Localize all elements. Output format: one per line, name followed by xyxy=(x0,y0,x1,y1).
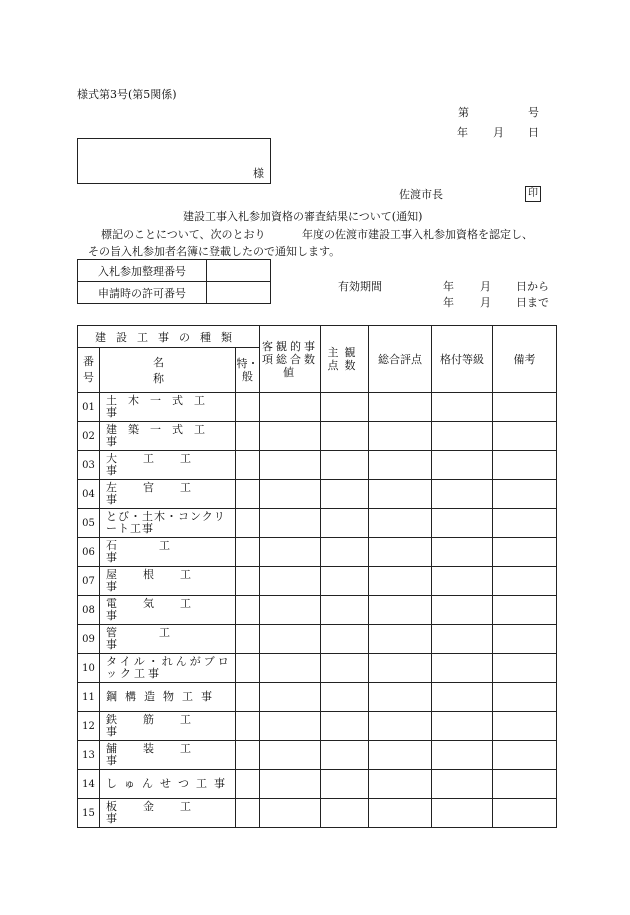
row-objective[interactable] xyxy=(260,799,321,828)
row-number: 10 xyxy=(78,654,100,683)
row-remarks[interactable] xyxy=(493,712,557,741)
row-number: 08 xyxy=(78,596,100,625)
row-name: 管工事 xyxy=(100,625,236,654)
validity-to-year: 年 xyxy=(443,296,454,309)
row-grade[interactable] xyxy=(432,538,493,567)
row-total[interactable] xyxy=(369,538,432,567)
row-subjective[interactable] xyxy=(321,422,369,451)
row-special[interactable] xyxy=(236,596,260,625)
row-name: 板金工事 xyxy=(100,799,236,828)
row-name: しゅんせつ工事 xyxy=(100,770,236,799)
row-number: 15 xyxy=(78,799,100,828)
row-total[interactable] xyxy=(369,712,432,741)
row-objective[interactable] xyxy=(260,712,321,741)
row-total[interactable] xyxy=(369,625,432,654)
row-total[interactable] xyxy=(369,741,432,770)
row-name: 石工事 xyxy=(100,538,236,567)
row-objective[interactable] xyxy=(260,480,321,509)
row-total[interactable] xyxy=(369,451,432,480)
row-objective[interactable] xyxy=(260,741,321,770)
header-grade: 格付等級 xyxy=(432,326,493,393)
row-subjective[interactable] xyxy=(321,509,369,538)
row-remarks[interactable] xyxy=(493,741,557,770)
row-special[interactable] xyxy=(236,683,260,712)
number-suffix: 号 xyxy=(528,106,539,119)
body-line1-a: 標記のことについて、次のとおり xyxy=(101,228,266,241)
date-month: 月 xyxy=(493,126,504,139)
row-remarks[interactable] xyxy=(493,538,557,567)
row-total[interactable] xyxy=(369,654,432,683)
row-number: 02 xyxy=(78,422,100,451)
row-grade[interactable] xyxy=(432,741,493,770)
row-name: とび・土木・コンクリート工事 xyxy=(100,509,236,538)
form-id: 様式第3号(第5関係) xyxy=(77,88,177,101)
row-objective[interactable] xyxy=(260,596,321,625)
row-remarks[interactable] xyxy=(493,770,557,799)
row-special[interactable] xyxy=(236,538,260,567)
row-objective[interactable] xyxy=(260,422,321,451)
row-objective[interactable] xyxy=(260,393,321,422)
header-objective: 客観的事項総合数値 xyxy=(260,326,321,393)
row-remarks[interactable] xyxy=(493,683,557,712)
addressee-box[interactable] xyxy=(77,138,271,184)
row-remarks[interactable] xyxy=(493,596,557,625)
row-name: 鉄筋工事 xyxy=(100,712,236,741)
validity-from-year: 年 xyxy=(443,280,454,293)
row-number: 01 xyxy=(78,393,100,422)
validity-from-month: 月 xyxy=(480,280,491,293)
addressee-suffix: 様 xyxy=(253,167,264,180)
header-remarks: 備考 xyxy=(493,326,557,393)
row-special[interactable] xyxy=(236,741,260,770)
row-subjective[interactable] xyxy=(321,480,369,509)
row-special[interactable] xyxy=(236,567,260,596)
row-grade[interactable] xyxy=(432,625,493,654)
row-name: 屋根工事 xyxy=(100,567,236,596)
row-total[interactable] xyxy=(369,393,432,422)
header-subjective: 主観点数 xyxy=(321,326,369,393)
row-name: 建築一式工事 xyxy=(100,422,236,451)
row-objective[interactable] xyxy=(260,538,321,567)
row-remarks[interactable] xyxy=(493,567,557,596)
row-grade[interactable] xyxy=(432,509,493,538)
row-name: 鋼構造物工事 xyxy=(100,683,236,712)
row-name: タイル・れんがブロック工事 xyxy=(100,654,236,683)
row-number: 09 xyxy=(78,625,100,654)
row-subjective[interactable] xyxy=(321,538,369,567)
row-name: 舗装工事 xyxy=(100,741,236,770)
row-special[interactable] xyxy=(236,480,260,509)
row-number: 05 xyxy=(78,509,100,538)
row-number: 03 xyxy=(78,451,100,480)
header-number: 番号 xyxy=(78,348,100,393)
row-grade[interactable] xyxy=(432,451,493,480)
row-total[interactable] xyxy=(369,567,432,596)
row-objective[interactable] xyxy=(260,625,321,654)
row-objective[interactable] xyxy=(260,509,321,538)
permit-number-value[interactable] xyxy=(207,282,271,304)
validity-label: 有効期間 xyxy=(338,280,382,293)
validity-to-month: 月 xyxy=(480,296,491,309)
row-objective[interactable] xyxy=(260,451,321,480)
row-subjective[interactable] xyxy=(321,567,369,596)
body-line2: その旨入札参加者名簿に登載したので通知します。 xyxy=(88,245,341,258)
row-special[interactable] xyxy=(236,799,260,828)
row-grade[interactable] xyxy=(432,654,493,683)
body-line1-b: 年度の佐渡市建設工事入札参加資格を認定し、 xyxy=(302,228,533,241)
row-subjective[interactable] xyxy=(321,654,369,683)
row-special[interactable] xyxy=(236,509,260,538)
row-objective[interactable] xyxy=(260,683,321,712)
row-remarks[interactable] xyxy=(493,509,557,538)
row-grade[interactable] xyxy=(432,712,493,741)
row-grade[interactable] xyxy=(432,799,493,828)
row-special[interactable] xyxy=(236,393,260,422)
header-construction-types: 建設工事の種類 xyxy=(78,326,260,348)
row-number: 13 xyxy=(78,741,100,770)
row-special[interactable] xyxy=(236,625,260,654)
row-grade[interactable] xyxy=(432,596,493,625)
row-subjective[interactable] xyxy=(321,712,369,741)
row-grade[interactable] xyxy=(432,567,493,596)
row-subjective[interactable] xyxy=(321,741,369,770)
row-total[interactable] xyxy=(369,509,432,538)
header-name: 名称 xyxy=(100,348,236,393)
row-number: 11 xyxy=(78,683,100,712)
row-number: 12 xyxy=(78,712,100,741)
row-grade[interactable] xyxy=(432,393,493,422)
row-total[interactable] xyxy=(369,596,432,625)
row-number: 14 xyxy=(78,770,100,799)
row-special[interactable] xyxy=(236,422,260,451)
row-remarks[interactable] xyxy=(493,422,557,451)
row-special[interactable] xyxy=(236,770,260,799)
row-subjective[interactable] xyxy=(321,393,369,422)
row-remarks[interactable] xyxy=(493,451,557,480)
row-subjective[interactable] xyxy=(321,451,369,480)
row-special[interactable] xyxy=(236,451,260,480)
registration-number-label: 入札参加整理番号 xyxy=(78,260,207,282)
row-subjective[interactable] xyxy=(321,596,369,625)
row-total[interactable] xyxy=(369,422,432,451)
row-grade[interactable] xyxy=(432,480,493,509)
registration-number-value[interactable] xyxy=(207,260,271,282)
row-total[interactable] xyxy=(369,799,432,828)
header-total: 総合評点 xyxy=(369,326,432,393)
validity-to-suffix: 日まで xyxy=(516,296,549,309)
row-number: 04 xyxy=(78,480,100,509)
row-special[interactable] xyxy=(236,654,260,683)
header-special: 特・般 xyxy=(236,348,260,393)
seal-stamp: 印 xyxy=(525,186,541,202)
row-number: 06 xyxy=(78,538,100,567)
row-grade[interactable] xyxy=(432,770,493,799)
document-title: 建設工事入札参加資格の審査結果について(通知) xyxy=(183,210,423,223)
registration-table xyxy=(77,259,271,304)
row-objective[interactable] xyxy=(260,567,321,596)
date-day: 日 xyxy=(528,126,539,139)
permit-number-label: 申請時の許可番号 xyxy=(78,282,207,304)
row-remarks[interactable] xyxy=(493,799,557,828)
row-total[interactable] xyxy=(369,480,432,509)
row-total[interactable] xyxy=(369,683,432,712)
validity-from-suffix: 日から xyxy=(516,280,549,293)
row-grade[interactable] xyxy=(432,683,493,712)
row-grade[interactable] xyxy=(432,422,493,451)
row-special[interactable] xyxy=(236,712,260,741)
row-subjective[interactable] xyxy=(321,799,369,828)
row-subjective[interactable] xyxy=(321,683,369,712)
row-subjective[interactable] xyxy=(321,625,369,654)
date-year: 年 xyxy=(457,126,468,139)
row-name: 左官工事 xyxy=(100,480,236,509)
row-subjective[interactable] xyxy=(321,770,369,799)
construction-types-table xyxy=(77,325,557,828)
row-remarks[interactable] xyxy=(493,393,557,422)
row-remarks[interactable] xyxy=(493,654,557,683)
row-remarks[interactable] xyxy=(493,625,557,654)
row-number: 07 xyxy=(78,567,100,596)
row-remarks[interactable] xyxy=(493,480,557,509)
row-name: 大工工事 xyxy=(100,451,236,480)
row-name: 電気工事 xyxy=(100,596,236,625)
row-total[interactable] xyxy=(369,770,432,799)
number-prefix: 第 xyxy=(458,106,469,119)
issuer: 佐渡市長 xyxy=(399,188,443,201)
row-name: 土木一式工事 xyxy=(100,393,236,422)
row-objective[interactable] xyxy=(260,770,321,799)
row-objective[interactable] xyxy=(260,654,321,683)
